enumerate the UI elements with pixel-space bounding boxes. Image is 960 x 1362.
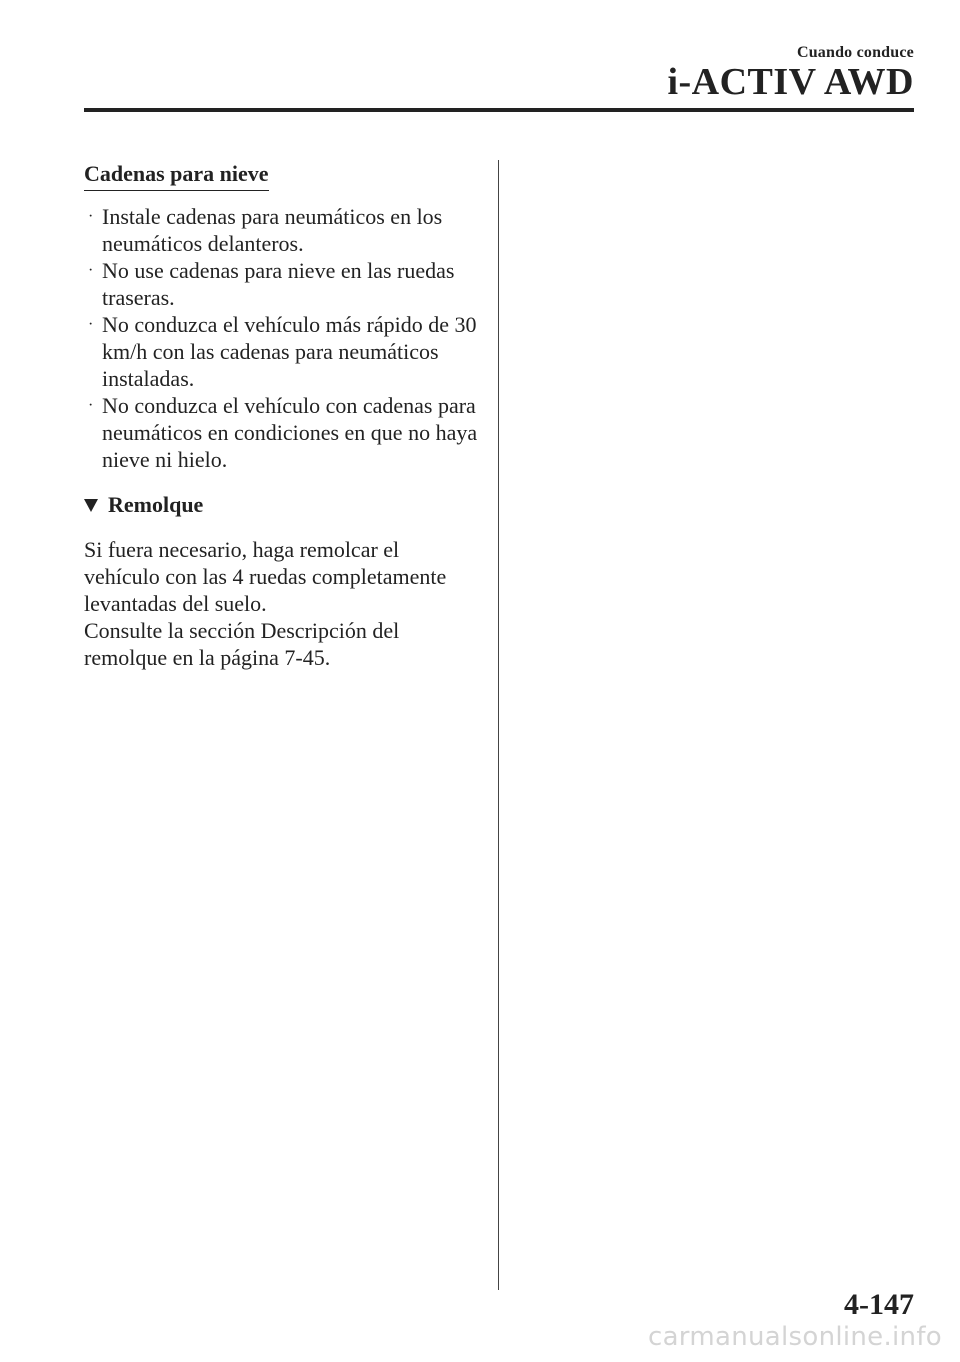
list-item	[84, 392, 479, 473]
triangle-down-icon	[84, 499, 98, 512]
list-item-text: No use cadenas para nieve en las ruedas traseras.	[102, 258, 455, 310]
header-rule	[84, 108, 914, 112]
list-item	[84, 203, 479, 257]
snow-chains-title: Cadenas para nieve	[84, 160, 269, 191]
left-column	[84, 160, 479, 671]
bullet-dot-icon: ·	[88, 397, 94, 414]
list-item-text: Instale cadenas para neumáticos en los neumáticos delanteros.	[102, 204, 443, 256]
list-item	[84, 311, 479, 392]
page-number: 4-147	[844, 1288, 914, 1321]
snow-chains-list	[84, 203, 479, 473]
paragraph-line: Consulte la sección Descripción del	[84, 618, 400, 643]
bullet-dot-icon: ·	[88, 316, 94, 333]
watermark: carmanualsonline.info	[647, 1322, 942, 1352]
paragraph-line: Si fuera necesario, haga remolcar el	[84, 537, 400, 562]
list-item-text: No conduzca el vehículo con cadenas para neumáticos en condiciones en que no haya nieve ni hielo.	[102, 393, 478, 472]
header-section-label: Cuando conduce	[796, 44, 914, 61]
column-divider	[498, 160, 499, 1290]
bullet-dot-icon: ·	[88, 262, 94, 279]
towing-paragraph	[84, 536, 479, 671]
page-title: i-ACTIV AWD	[667, 61, 914, 103]
list-item-text: No conduzca el vehículo más rápido de 30 km/h con las cadenas para neumáticos instaladas.	[102, 312, 477, 391]
towing-heading	[84, 491, 479, 518]
list-item	[84, 257, 479, 311]
paragraph-line: levantadas del suelo.	[84, 591, 267, 616]
towing-heading-text: Remolque	[108, 492, 204, 517]
paragraph-line: vehículo con las 4 ruedas completamente	[84, 564, 447, 589]
paragraph-line: remolque en la página 7-45.	[84, 645, 331, 670]
bullet-dot-icon: ·	[88, 208, 94, 225]
